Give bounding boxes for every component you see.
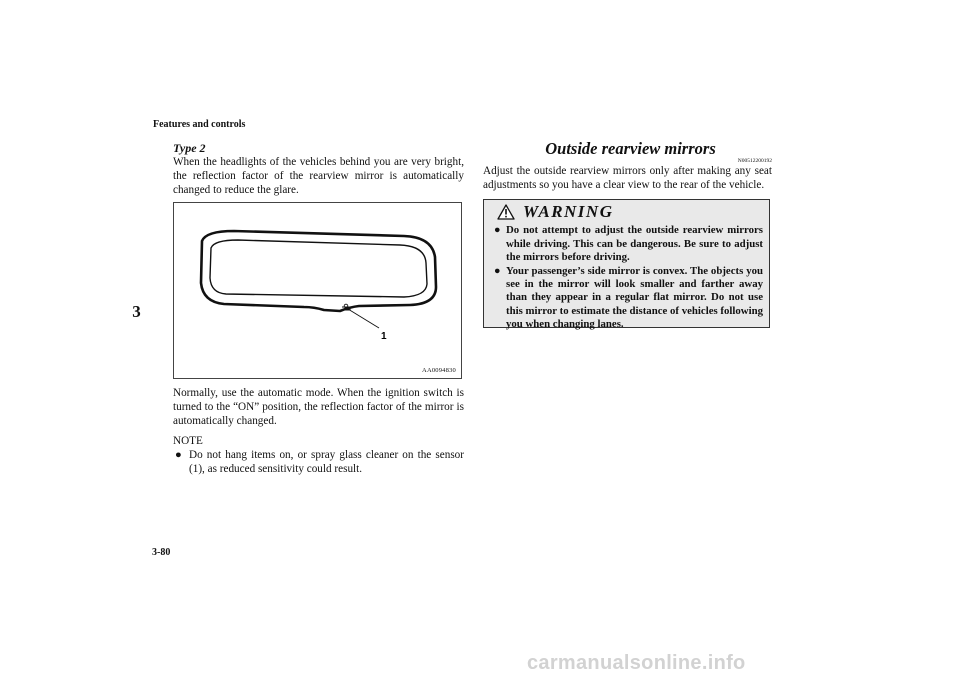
watermark: carmanualsonline.info	[527, 652, 746, 674]
warning-box	[483, 199, 770, 331]
note-item-text: Do not hang items on, or spray glass cleaner on the sensor (1), as reduced sensitivity could result.	[189, 449, 464, 476]
figure-code: AA0094830	[422, 366, 456, 374]
page-number: 3-80	[152, 547, 171, 558]
section-title: Outside rearview mirrors	[545, 139, 716, 158]
type-heading: Type 2	[173, 141, 206, 155]
intro-paragraph: When the headlights of the vehicles behind you are very bright, the reflection factor of the rearview mirror is automatically changed to reduce the glare.	[173, 156, 464, 197]
bullet-icon: ●	[494, 264, 501, 277]
running-header: Features and controls	[153, 119, 246, 130]
warning-item	[494, 224, 763, 264]
warning-header	[497, 202, 613, 222]
left-column	[173, 141, 464, 477]
warning-item-text: Your passenger’s side mirror is convex. The objects you see in the mirror will look smaller and farther away than they appear in a regular flat mirror. Do not use this mirror to estimate the distance of vehicles following you when changing lanes.	[506, 264, 763, 331]
section-paragraph: Adjust the outside rearview mirrors only after making any seat adjustments so you have a clear view to the rear of the vehicle.	[483, 165, 772, 192]
figure-callout: 1	[381, 330, 387, 342]
rearview-mirror-illustration	[174, 203, 461, 378]
warning-item	[494, 265, 763, 332]
bullet-icon: ●	[494, 224, 501, 237]
rearview-mirror-figure	[173, 202, 462, 379]
note-item	[173, 448, 464, 476]
bullet-icon: ●	[175, 449, 182, 462]
warning-triangle-icon	[497, 204, 515, 220]
warning-list	[494, 224, 763, 331]
section-code: N00512200192	[737, 158, 772, 164]
note-title: NOTE	[173, 435, 203, 448]
body-paragraph: Normally, use the automatic mode. When the ignition switch is turned to the “ON” position, the reflection factor of the mirror is automatically changed.	[173, 386, 464, 428]
right-column	[483, 139, 772, 331]
chapter-tab: 3	[132, 302, 141, 321]
warning-label: WARNING	[523, 202, 614, 222]
warning-item-text: Do not attempt to adjust the outside rearview mirrors while driving. This can be dangerous. Be sure to adjust the mirrors before driving.	[506, 224, 763, 264]
